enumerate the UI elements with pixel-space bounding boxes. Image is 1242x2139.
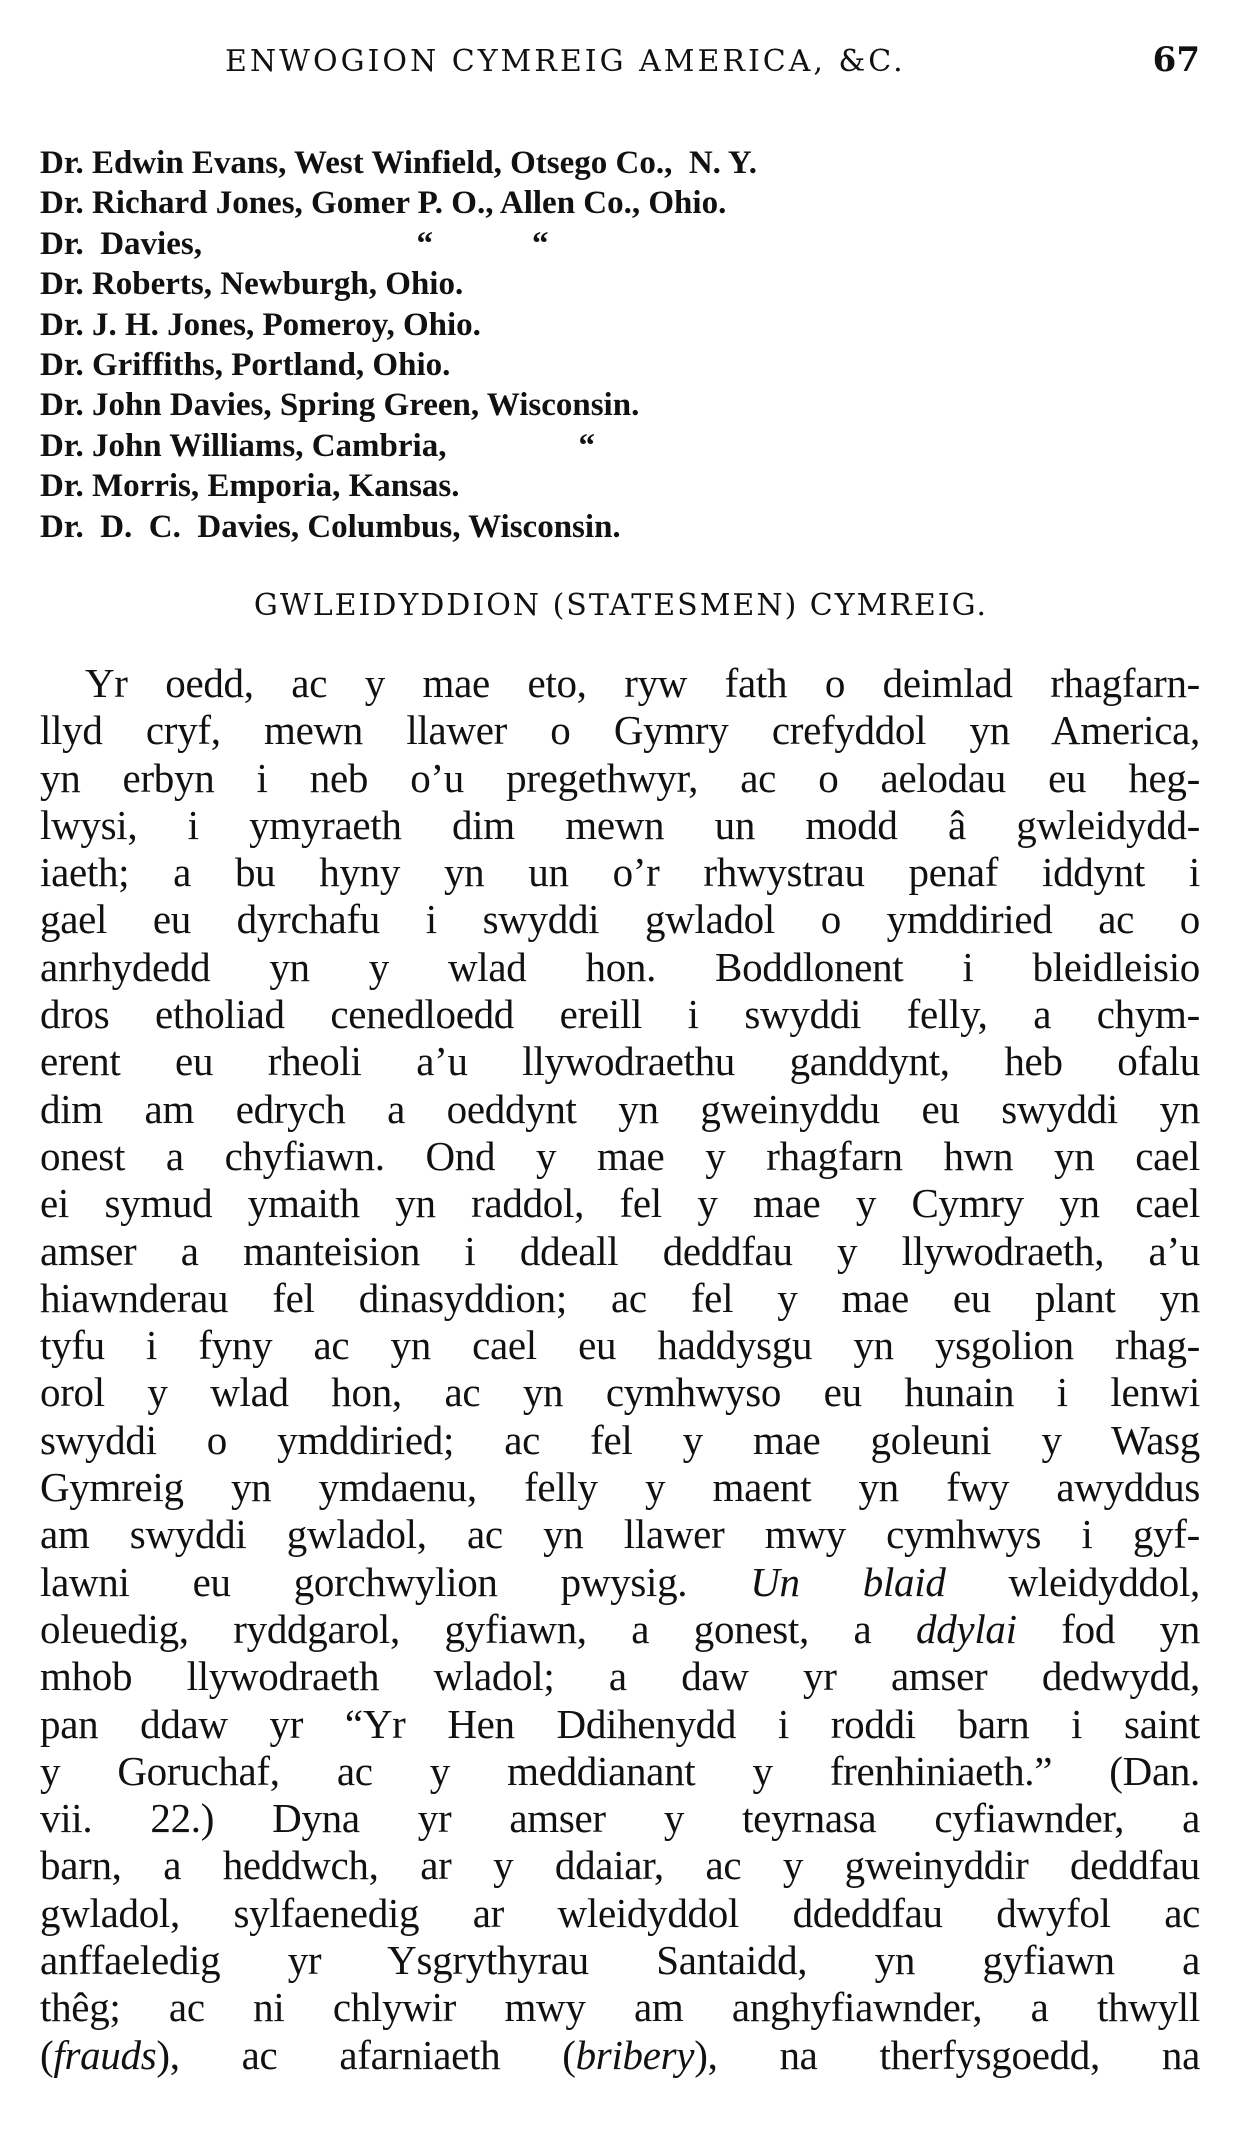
- text-line: dros etholiad cenedloedd ereill i swyddi felly, a chym-: [40, 991, 1200, 1038]
- text-line: mhob llywodraeth wladol; a daw yr amser dedwydd,: [40, 1653, 1200, 1700]
- list-item: Dr. John Williams, Cambria, “: [40, 427, 595, 464]
- text-line: anffaeledig yr Ysgrythyrau Santaidd, yn gyfiawn a: [40, 1937, 1200, 1984]
- text-run: ), na therfysgoedd, na: [694, 2031, 1201, 2078]
- italic-text: Un blaid: [750, 1558, 946, 1605]
- text-line: iaeth; a bu hyny yn un o’r rhwystrau penaf iddynt i: [40, 849, 1200, 896]
- text-line: barn, a heddwch, ar y ddaiar, ac y gweinyddir deddfau: [40, 1842, 1200, 1889]
- page-number: 67: [1152, 40, 1200, 80]
- section-heading: GWLEIDYDDION (STATESMEN) CYMREIG.: [253, 588, 989, 623]
- list-item: Dr. Roberts, Newburgh, Ohio.: [40, 266, 464, 303]
- text-line: gael eu dyrchafu i swyddi gwladol o ymddiried ac o: [40, 896, 1200, 943]
- text-line: onest a chyfiawn. Ond y mae y rhagfarn hwn yn cael: [40, 1132, 1200, 1179]
- text-line: [40, 2032, 1200, 2079]
- list-item: Dr. John Davies, Spring Green, Wisconsin.: [40, 387, 640, 424]
- text-line: erent eu rheoli a’u llywodraethu ganddynt, heb ofalu: [40, 1038, 1200, 1085]
- text-line: tyfu i fyny ac yn cael eu haddysgu yn ysgolion rhag-: [40, 1322, 1200, 1369]
- text-line: amser a manteision i ddeall deddfau y llywodraeth, a’u: [40, 1227, 1200, 1274]
- list-item: Dr. J. H. Jones, Pomeroy, Ohio.: [40, 306, 481, 343]
- text-run: (: [40, 2031, 54, 2078]
- text-line: Gymreig yn ymdaenu, felly y maent yn fwy awyddus: [40, 1464, 1200, 1511]
- doctors-list: [40, 143, 757, 547]
- text-run: wleidyddol,: [945, 1558, 1200, 1605]
- text-line: [40, 1606, 1200, 1653]
- body-paragraph: [40, 660, 1200, 2079]
- text-line: gwladol, sylfaenedig ar wleidyddol ddeddfau dwyfol ac: [40, 1889, 1200, 1936]
- text-line: thêg; ac ni chlywir mwy am anghyfiawnder, a thwyll: [40, 1984, 1200, 2031]
- page-header: [40, 40, 1200, 90]
- text-line: hiawnderau fel dinasyddion; ac fel y mae eu plant yn: [40, 1274, 1200, 1321]
- text-line: vii. 22.) Dyna yr amser y teyrnasa cyfiawnder, a: [40, 1795, 1200, 1842]
- text-line: anrhydedd yn y wlad hon. Boddlonent i bleidleisio: [40, 943, 1200, 990]
- text-line: am swyddi gwladol, ac yn llawer mwy cymhwys i gyf-: [40, 1511, 1200, 1558]
- text-run: oleuedig, ryddgarol, gyfiawn, a gonest, a: [40, 1605, 917, 1652]
- text-line: yn erbyn i neb o’u pregethwyr, ac o aelodau eu heg-: [40, 754, 1200, 801]
- list-item: Dr. Edwin Evans, West Winfield, Otsego Co., N. Y.: [40, 145, 757, 181]
- list-item: Dr. Griffiths, Portland, Ohio.: [40, 346, 451, 383]
- italic-text: frauds: [53, 2031, 157, 2078]
- text-run: fod yn: [1016, 1605, 1201, 1652]
- list-item: Dr. Davies, “ “: [40, 225, 549, 262]
- text-line: ei symud ymaith yn raddol, fel y mae y Cymry yn cael: [40, 1180, 1200, 1227]
- text-line: dim am edrych a oeddynt yn gweinyddu eu swyddi yn: [40, 1085, 1200, 1132]
- text-line: y Goruchaf, ac y meddianant y frenhiniaeth.” (Dan.: [40, 1747, 1200, 1794]
- text-line: swyddi o ymddiried; ac fel y mae goleuni y Wasg: [40, 1416, 1200, 1463]
- list-item: Dr. Morris, Emporia, Kansas.: [40, 468, 460, 505]
- text-line: Yr oedd, ac y mae eto, ryw fath o deimlad rhagfarn-: [85, 660, 1200, 706]
- text-line: [40, 1559, 1200, 1606]
- list-item: Dr. Richard Jones, Gomer P. O., Allen Co., Ohio.: [40, 185, 727, 222]
- running-title: ENWOGION CYMREIG AMERICA, &C.: [225, 44, 906, 79]
- text-line: orol y wlad hon, ac yn cymhwyso eu hunain i lenwi: [40, 1369, 1200, 1416]
- text-run: lawni eu gorchwylion pwysig.: [40, 1558, 751, 1605]
- list-item: Dr. D. C. Davies, Columbus, Wisconsin.: [40, 508, 621, 545]
- italic-text: bribery: [575, 2031, 695, 2078]
- text-line: pan ddaw yr “Yr Hen Ddihenydd i roddi barn i saint: [40, 1700, 1200, 1747]
- text-line: lwysi, i ymyraeth dim mewn un modd â gwleidydd-: [40, 801, 1200, 848]
- text-line: llyd cryf, mewn llawer o Gymry crefyddol yn America,: [40, 707, 1200, 754]
- italic-text: ddylai: [916, 1605, 1017, 1652]
- text-run: ), ac afarniaeth (: [156, 2031, 576, 2078]
